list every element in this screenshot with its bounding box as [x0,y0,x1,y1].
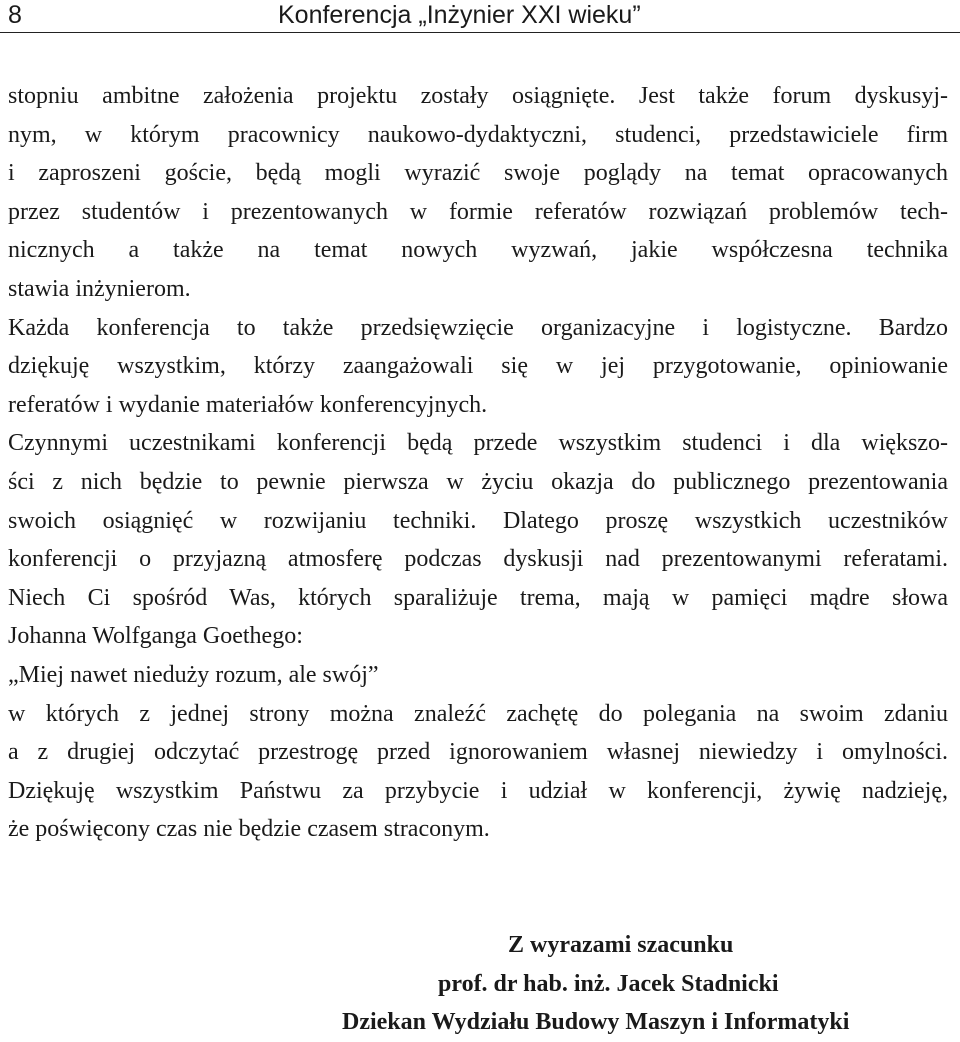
quote-line: „Miej nawet nieduży rozum, ale swój” [8,661,379,688]
signature-block [0,926,960,1042]
text-line: a z drugiej odczytać przestrogę przed ignorowaniem własnej niewiedzy i omylności. [8,739,948,766]
text-line: i zaproszeni goście, będą mogli wyrazić swoje poglądy na temat opracowanych [8,160,948,187]
body-text [8,77,948,849]
text-line: Każda konferencja to także przedsięwzięcie organizacyjne i logistyczne. Bardzo [8,314,948,341]
running-title: Konferencja „Inżynier XXI wieku” [278,1,641,29]
text-line: Johanna Wolfganga Goethego: [8,623,303,650]
signature-position: Dziekan Wydziału Budowy Maszyn i Informatyki [342,1009,850,1035]
text-line: Dziękuję wszystkim Państwu za przybycie i udział w konferencji, żywię nadzieję, [8,777,948,804]
text-line: nym, w którym pracownicy naukowo-dydaktyczni, studenci, przedstawiciele firm [8,121,948,148]
text-line: konferencji o przyjazną atmosferę podczas dyskusji nad prezentowanymi referatami. [8,546,948,573]
text-line: Czynnymi uczestnikami konferencji będą przede wszystkim studenci i dla większo- [8,430,948,457]
text-line: ści z nich będzie to pewnie pierwsza w życiu okazja do publicznego prezentowania [8,468,948,495]
text-line: Niech Ci spośród Was, których sparaliżuje trema, mają w pamięci mądre słowa [8,584,948,611]
signature-closing: Z wyrazami szacunku [508,932,734,958]
text-line: stawia inżynierom. [8,275,191,302]
text-line: nicznych a także na temat nowych wyzwań, jakie współczesna technika [8,237,948,264]
text-line: stopniu ambitne założenia projektu zostały osiągnięte. Jest także forum dyskusyj- [8,83,948,109]
text-line: że poświęcony czas nie będzie czasem straconym. [8,816,490,843]
text-line: przez studentów i prezentowanych w formie referatów rozwiązań problemów tech- [8,198,948,225]
text-line: swoich osiągnięć w rozwijaniu techniki. Dlatego proszę wszystkich uczestników [8,507,948,534]
signature-name: prof. dr hab. inż. Jacek Stadnicki [438,970,779,997]
text-line: dziękuję wszystkim, którzy zaangażowali się w jej przygotowanie, opiniowanie [8,353,948,380]
text-line: referatów i wydanie materiałów konferencyjnych. [8,391,488,418]
page-number: 8 [8,1,22,29]
text-line: w których z jednej strony można znaleźć zachętę do polegania na swoim zdaniu [8,700,948,727]
page-header [0,0,960,33]
